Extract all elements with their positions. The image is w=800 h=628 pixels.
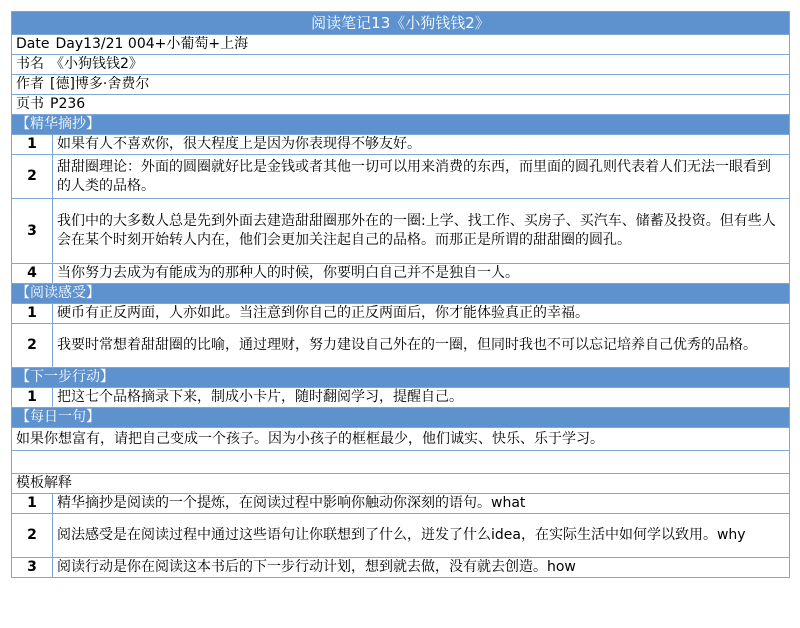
date-label: Date <box>16 36 50 52</box>
template-number: 1 <box>12 494 53 513</box>
blank-row <box>12 451 789 474</box>
date-value: Day13/21 004+小葡萄+上海 <box>55 36 249 52</box>
reflection-number: 1 <box>12 304 53 323</box>
excerpts-header: 【精华摘抄】 <box>12 115 789 135</box>
action-row <box>12 388 789 408</box>
excerpt-number: 4 <box>12 264 53 283</box>
template-text: 阅法感受是在阅读过程中通过这些语句让你联想到了什么，迸发了什么idea，在实际生活中如何学以致用。why <box>57 527 746 543</box>
page-label: 页书 <box>16 96 44 112</box>
template-row <box>12 494 789 514</box>
author-value: [德]博多·舍费尔 <box>50 76 150 92</box>
template-row <box>12 558 789 578</box>
excerpt-number: 3 <box>12 199 53 263</box>
daily-header: 【每日一句】 <box>12 408 789 428</box>
author-label: 作者 <box>16 76 44 92</box>
page-row <box>12 95 789 115</box>
template-number: 3 <box>12 558 53 577</box>
excerpt-row <box>12 135 789 155</box>
actions-header: 【下一步行动】 <box>12 368 789 388</box>
template-header: 模板解释 <box>12 474 789 494</box>
template-row <box>12 514 789 558</box>
reflections-header: 【阅读感受】 <box>12 284 789 304</box>
action-text: 把这七个品格摘录下来，制成小卡片，随时翻阅学习，提醒自己。 <box>57 389 463 405</box>
book-value: 《小狗钱钱2》 <box>50 56 143 72</box>
excerpt-row <box>12 155 789 199</box>
book-row <box>12 55 789 75</box>
reflection-number: 2 <box>12 324 53 367</box>
excerpt-text: 甜甜圈理论：外面的圆圈就好比是金钱或者其他一切可以用来消费的东西，而里面的圆孔则代表着人们无法一眼看到的人类的品格。 <box>57 158 771 194</box>
book-label: 书名 <box>16 56 44 72</box>
sheet-title: 阅读笔记13《小狗钱钱2》 <box>12 11 789 35</box>
reflection-text: 硬币有正反两面，人亦如此。当注意到你自己的正反两面后，你才能体验真正的幸福。 <box>57 305 589 321</box>
date-row <box>12 35 789 55</box>
page-value: P236 <box>50 96 86 112</box>
excerpt-number: 2 <box>12 155 53 198</box>
reflection-text: 我要时常想着甜甜圈的比喻，通过理财，努力建设自己外在的一圈，但同时我也不可以忘记培养自己优秀的品格。 <box>57 337 757 353</box>
template-number: 2 <box>12 514 53 557</box>
excerpt-number: 1 <box>12 135 53 154</box>
excerpt-text: 如果有人不喜欢你，很大程度上是因为你表现得不够友好。 <box>57 136 421 152</box>
template-text: 阅读行动是你在阅读这本书后的下一步行动计划，想到就去做，没有就去创造。how <box>57 559 576 575</box>
action-number: 1 <box>12 388 53 407</box>
reflection-row <box>12 324 789 368</box>
excerpt-row <box>12 264 789 284</box>
author-row <box>12 75 789 95</box>
excerpt-text: 当你努力去成为有能成为的那种人的时候，你要明白自己并不是独自一人。 <box>57 265 519 281</box>
excerpt-text: 我们中的大多数人总是先到外面去建造甜甜圈那外在的一圈:上学、找工作、买房子、买汽车、储蓄及投资。但有些人会在某个时刻开始转人内在，他们会更加关注起自己的品格。而那正是所谓的甜甜圈的圆孔。 <box>57 213 776 248</box>
reflection-row <box>12 304 789 324</box>
template-text: 精华摘抄是阅读的一个提炼，在阅读过程中影响你触动你深刻的语句。what <box>57 495 526 511</box>
reading-notes-sheet <box>11 11 790 578</box>
excerpt-row <box>12 199 789 264</box>
daily-quote: 如果你想富有，请把自己变成一个孩子。因为小孩子的框框最少，他们诚实、快乐、乐于学习。 <box>12 428 789 451</box>
